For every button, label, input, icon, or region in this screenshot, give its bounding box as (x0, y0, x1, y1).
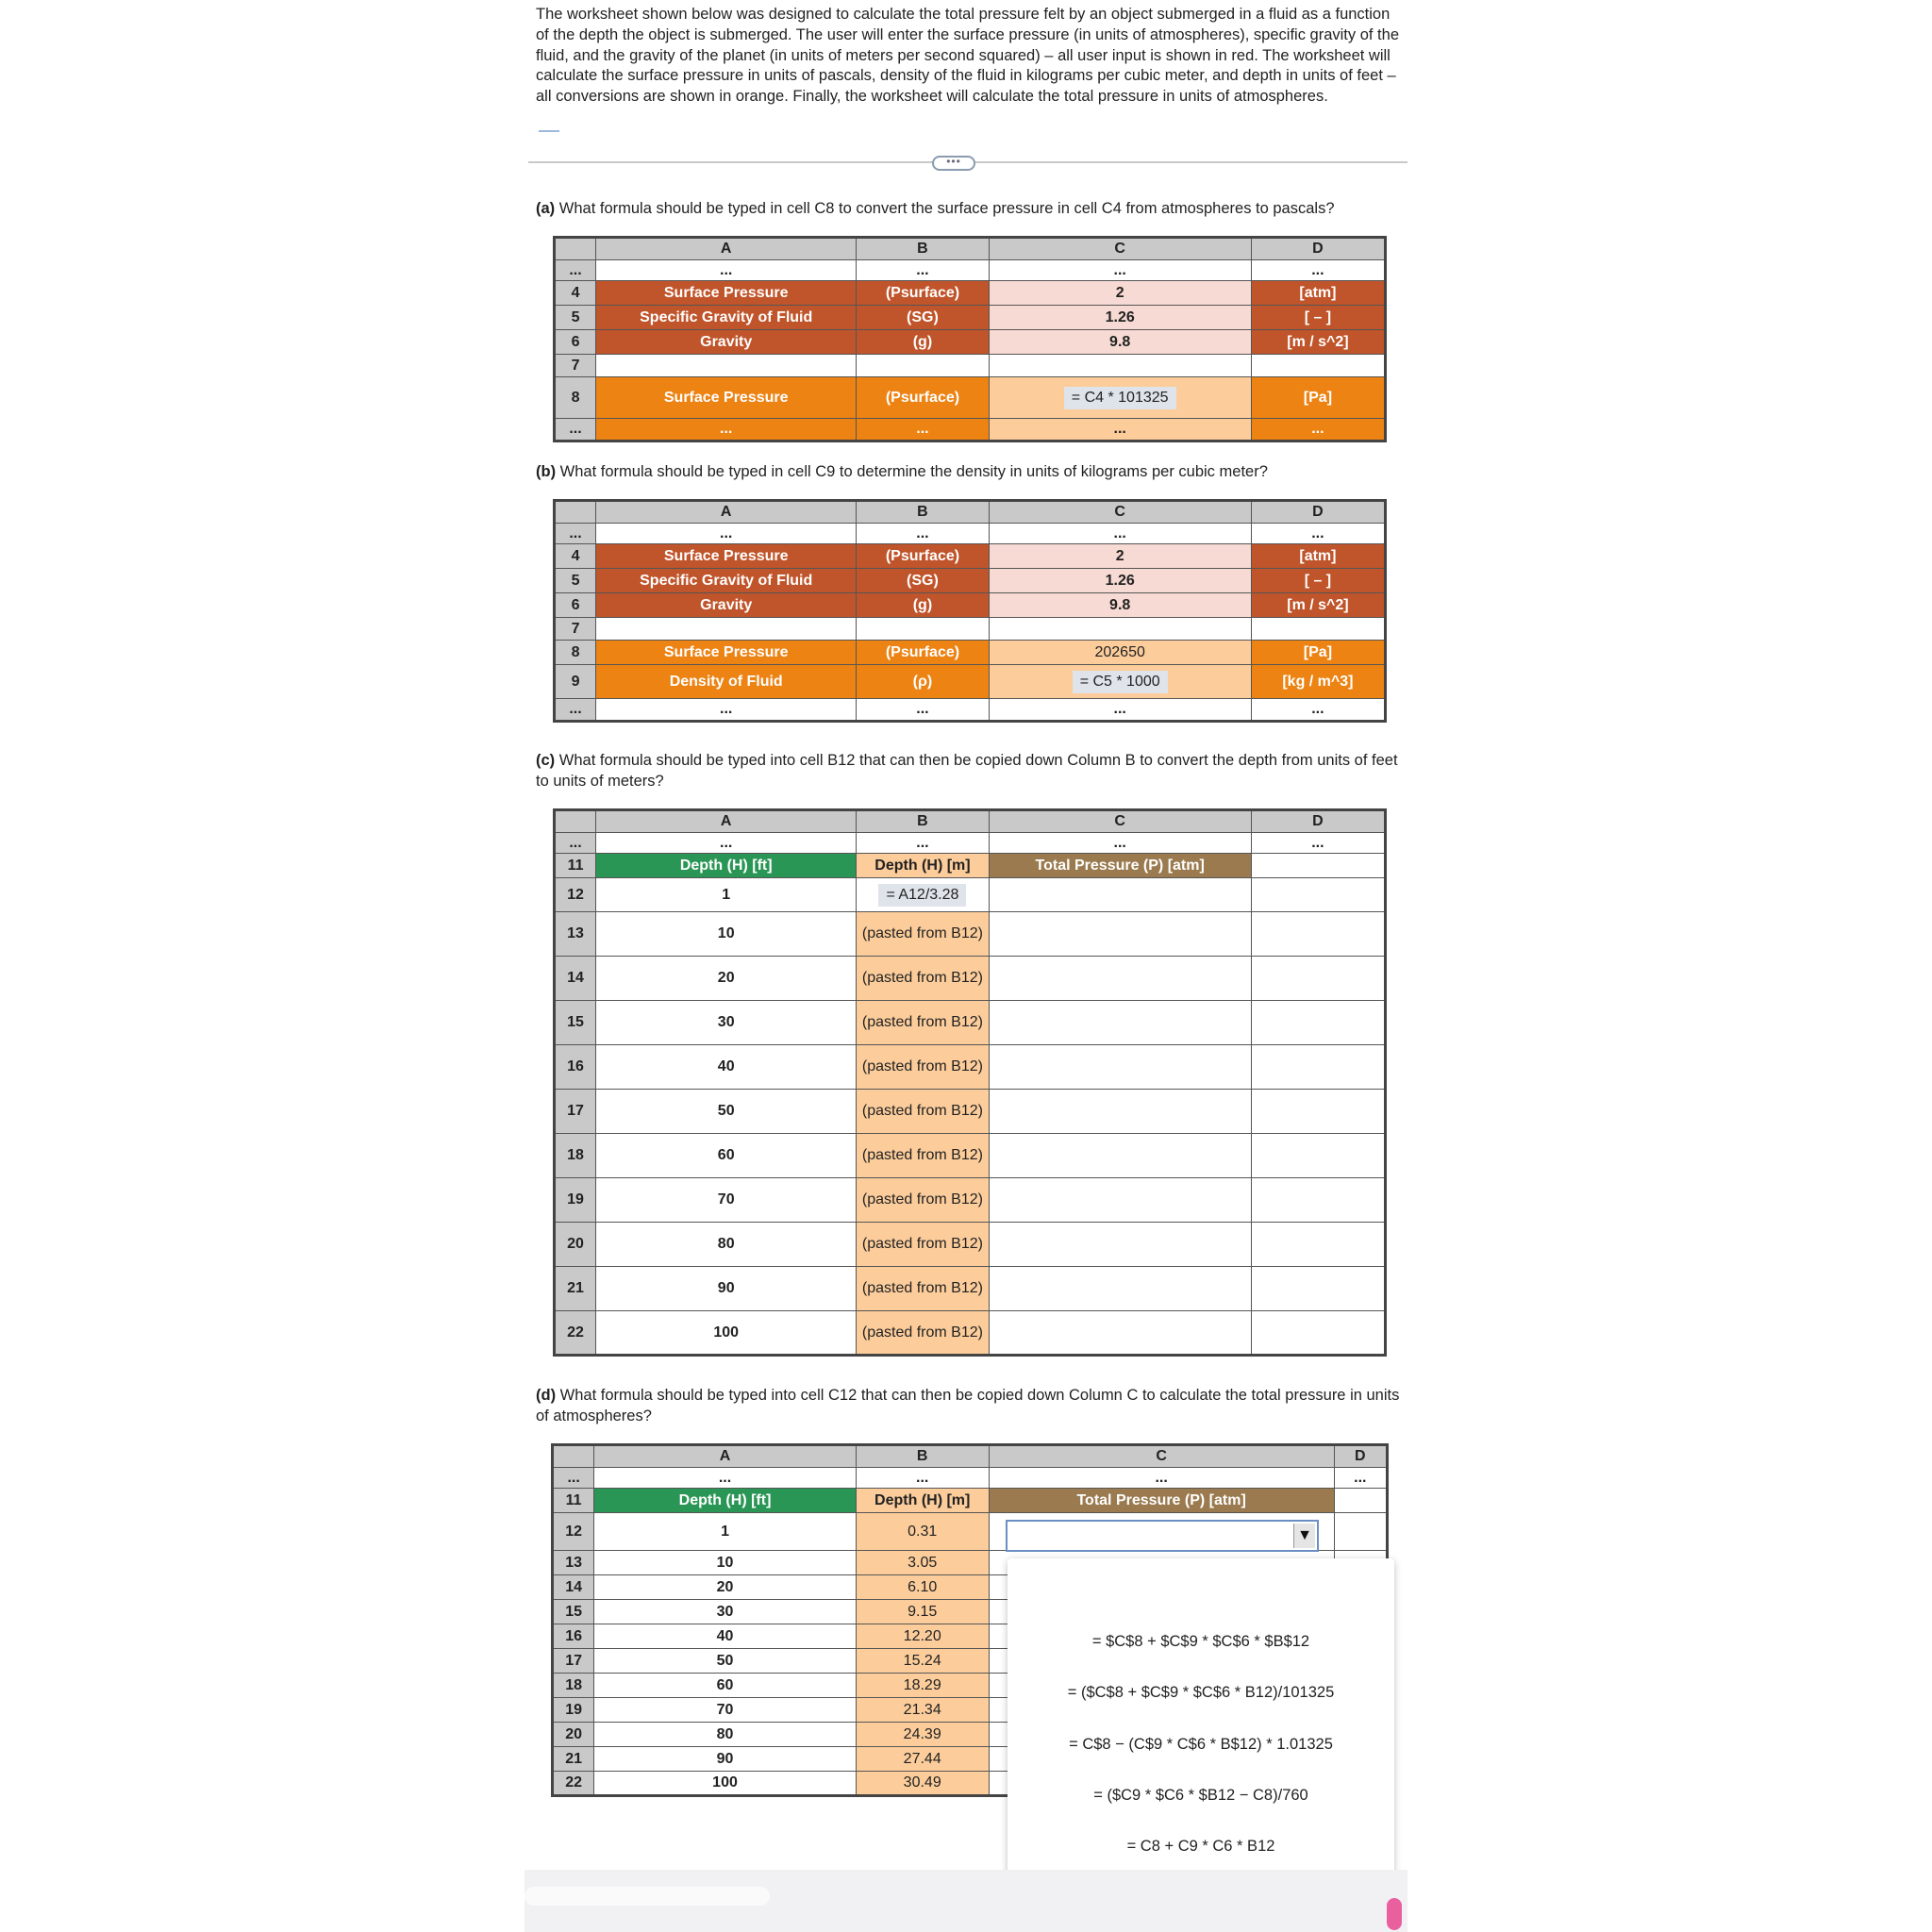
cell-depth-ft[interactable]: 80 (596, 1223, 857, 1267)
expand-button[interactable]: ••• (932, 156, 975, 171)
sheet-b (553, 499, 1387, 723)
row-header[interactable]: 5 (555, 306, 596, 330)
cell[interactable] (1251, 912, 1385, 957)
cell[interactable] (1251, 1223, 1385, 1267)
col-header-c[interactable]: C (989, 238, 1251, 260)
cell[interactable] (1251, 1134, 1385, 1178)
cell-value[interactable]: 9.8 (989, 593, 1251, 618)
pink-edge-marker (1387, 1898, 1402, 1930)
row-header[interactable]: 13 (553, 1551, 594, 1575)
question-tag: (c) (536, 752, 556, 769)
dropdown-option[interactable]: = ($C$8 + $C$9 * $C$6 * B12)/101325 (1067, 1684, 1335, 1701)
cell-depth-ft[interactable]: 60 (594, 1674, 857, 1698)
cell[interactable] (989, 355, 1251, 377)
cell[interactable] (857, 355, 989, 377)
cell-pasted[interactable]: (pasted from B12) (857, 1134, 989, 1178)
header-depth-ft[interactable]: Depth (H) [ft] (594, 1489, 857, 1513)
row-header[interactable]: 18 (555, 1134, 596, 1178)
cell-pasted[interactable]: (pasted from B12) (857, 1178, 989, 1223)
cell-depth-m[interactable]: 12.20 (856, 1624, 989, 1649)
cell-depth-ft[interactable]: 30 (596, 1001, 857, 1045)
row-header[interactable]: 12 (553, 1513, 594, 1551)
row-header[interactable]: 14 (555, 957, 596, 1001)
cell-value[interactable]: 1.26 (989, 569, 1251, 593)
col-header-a[interactable]: A (594, 1445, 857, 1468)
cell-depth-ft[interactable]: 90 (596, 1267, 857, 1311)
sheet-c (553, 808, 1387, 1357)
row-header[interactable]: ... (555, 833, 596, 854)
cell-value[interactable]: 202650 (989, 641, 1251, 665)
cell-symbol[interactable]: (Psurface) (857, 377, 989, 419)
row-header[interactable]: ... (555, 699, 596, 722)
cell[interactable]: ... (989, 833, 1251, 854)
cell-symbol[interactable]: (Psurface) (857, 281, 989, 306)
cell[interactable]: ... (1251, 260, 1385, 281)
cell[interactable]: ... (857, 260, 989, 281)
cell-depth-m[interactable]: 24.39 (856, 1723, 989, 1747)
col-header-a[interactable]: A (596, 501, 857, 524)
cell[interactable] (1334, 1489, 1387, 1513)
cell[interactable]: ... (596, 419, 857, 441)
cell[interactable]: ... (857, 833, 989, 854)
cell-label[interactable]: Surface Pressure (596, 641, 857, 665)
cell-b12-formula[interactable] (857, 878, 989, 912)
cell[interactable]: ... (596, 833, 857, 854)
row-header[interactable]: 16 (555, 1045, 596, 1090)
cell[interactable]: ... (989, 260, 1251, 281)
cell-symbol[interactable]: (Psurface) (857, 544, 989, 569)
cell-depth-m[interactable]: 30.49 (856, 1772, 989, 1796)
col-header-d[interactable]: D (1251, 810, 1385, 833)
cell-value[interactable]: 2 (989, 544, 1251, 569)
header-depth-m[interactable]: Depth (H) [m] (856, 1489, 989, 1513)
corner-cell (555, 501, 596, 524)
row-header[interactable]: 9 (555, 665, 596, 699)
bottom-highlight (525, 1887, 770, 1906)
cell-symbol[interactable]: (Psurface) (857, 641, 989, 665)
cell-pasted[interactable]: (pasted from B12) (857, 1001, 989, 1045)
row-header[interactable]: 6 (555, 330, 596, 355)
cell-unit[interactable]: [Pa] (1251, 377, 1385, 419)
cell-label[interactable]: Surface Pressure (596, 544, 857, 569)
cell[interactable] (989, 957, 1251, 1001)
cell[interactable]: ... (857, 419, 989, 441)
cell[interactable]: ... (596, 699, 857, 722)
cell[interactable] (1251, 355, 1385, 377)
question-c (536, 750, 1408, 791)
cell[interactable] (1251, 1267, 1385, 1311)
row-header[interactable]: 17 (555, 1090, 596, 1134)
row-header[interactable]: ... (553, 1468, 594, 1489)
cell-label[interactable]: Specific Gravity of Fluid (596, 569, 857, 593)
row-header[interactable]: 22 (553, 1772, 594, 1796)
cell-depth-m[interactable]: 27.44 (856, 1747, 989, 1772)
dropdown-option[interactable]: = ($C9 * $C6 * $B12 − C8)/760 (1093, 1787, 1308, 1804)
cell[interactable]: ... (594, 1468, 857, 1489)
row-header[interactable]: 20 (553, 1723, 594, 1747)
col-header-b[interactable]: B (857, 810, 989, 833)
row-header[interactable]: 12 (555, 878, 596, 912)
cell-depth-ft[interactable]: 50 (596, 1090, 857, 1134)
row-header[interactable]: 18 (553, 1674, 594, 1698)
question-b (536, 461, 1408, 482)
cell[interactable]: ... (857, 699, 989, 722)
cell-depth-ft[interactable]: 1 (596, 878, 857, 912)
col-header-d[interactable]: D (1251, 238, 1385, 260)
cell-pasted[interactable]: (pasted from B12) (857, 957, 989, 1001)
dropdown-option[interactable]: = $C$8 + $C$9 * $C$6 * $B$12 (1091, 1633, 1310, 1650)
cell-depth-ft[interactable]: 70 (596, 1178, 857, 1223)
cell-symbol[interactable]: (ρ) (857, 665, 989, 699)
cell-value[interactable]: 1.26 (989, 306, 1251, 330)
row-header[interactable]: 21 (553, 1747, 594, 1772)
cell-depth-ft[interactable]: 90 (594, 1747, 857, 1772)
cell[interactable] (989, 618, 1251, 641)
cell[interactable] (989, 912, 1251, 957)
question-text: What formula should be typed in cell C9 to determine the density in units of kilograms per cubic meter? (559, 463, 1268, 480)
cell-depth-ft[interactable]: 1 (594, 1513, 857, 1551)
cell[interactable] (989, 1134, 1251, 1178)
question-tag: (d) (536, 1387, 557, 1404)
question-a (536, 198, 1408, 219)
formula-text: = A12/3.28 (878, 884, 966, 907)
cell[interactable]: ... (857, 524, 989, 544)
cell-pasted[interactable]: (pasted from B12) (857, 1267, 989, 1311)
row-header[interactable]: 4 (555, 544, 596, 569)
cell-pasted[interactable]: (pasted from B12) (857, 1045, 989, 1090)
cell[interactable] (1251, 1090, 1385, 1134)
cell-depth-ft[interactable]: 20 (596, 957, 857, 1001)
sheet-a (553, 236, 1387, 442)
cell[interactable] (989, 1001, 1251, 1045)
cell[interactable]: ... (596, 524, 857, 544)
cell-unit[interactable]: [m / s^2] (1251, 593, 1385, 618)
dropdown-option[interactable]: = C$8 − (C$9 * C$6 * B$12) * 1.01325 (1069, 1736, 1333, 1753)
cell-depth-ft[interactable]: 20 (594, 1575, 857, 1600)
cell-depth-ft[interactable]: 60 (596, 1134, 857, 1178)
cell[interactable] (989, 1178, 1251, 1223)
col-header-c[interactable]: C (989, 810, 1251, 833)
col-header-a[interactable]: A (596, 810, 857, 833)
cell-unit[interactable]: [ – ] (1251, 569, 1385, 593)
row-header[interactable]: 15 (555, 1001, 596, 1045)
col-header-b[interactable]: B (857, 501, 989, 524)
cell-depth-ft[interactable]: 70 (594, 1698, 857, 1723)
cell-pasted[interactable]: (pasted from B12) (857, 1223, 989, 1267)
cell[interactable] (596, 355, 857, 377)
cell[interactable] (857, 618, 989, 641)
row-header[interactable]: 8 (555, 641, 596, 665)
cell[interactable] (989, 1267, 1251, 1311)
row-header[interactable]: 4 (555, 281, 596, 306)
corner-cell (553, 1445, 594, 1468)
row-header[interactable]: 7 (555, 355, 596, 377)
corner-cell (555, 810, 596, 833)
question-tag: (b) (536, 463, 557, 480)
cell-value[interactable]: 2 (989, 281, 1251, 306)
intro-paragraph: The worksheet shown below was designed to calculate the total pressure felt by an object submerged in a fluid as a function of the depth the object is submerged. The user will enter the surface pressure (in units of atmospheres), specific gravity of the fluid, and the gravity of the planet (in units of meters per second squared) – all user input is shown in red. The worksheet will calculate the surface pressure in units of pascals, density of the fluid in kilograms per cubic meter, and depth in units of feet – all conversions are shown in orange. Finally, the worksheet will calculate the total pressure in units of atmospheres. (536, 6, 1399, 106)
cell-depth-ft[interactable]: 30 (594, 1600, 857, 1624)
col-header-b[interactable]: B (857, 238, 989, 260)
cell[interactable] (989, 878, 1251, 912)
cell-depth-m[interactable]: 15.24 (856, 1649, 989, 1674)
cell[interactable] (1251, 878, 1385, 912)
header-total-pressure[interactable]: Total Pressure (P) [atm] (989, 1489, 1334, 1513)
row-header[interactable]: 21 (555, 1267, 596, 1311)
cell[interactable]: ... (1251, 524, 1385, 544)
cell-depth-m[interactable]: 9.15 (856, 1600, 989, 1624)
col-header-b[interactable]: B (856, 1445, 989, 1468)
row-header[interactable]: 14 (553, 1575, 594, 1600)
question-text: What formula should be typed in cell C8 to convert the surface pressure in cell C4 from atmospheres to pascals? (558, 200, 1335, 217)
cell-value[interactable]: 9.8 (989, 330, 1251, 355)
cell[interactable]: ... (1334, 1468, 1387, 1489)
cell[interactable]: ... (989, 1468, 1334, 1489)
cell-symbol[interactable]: (SG) (857, 569, 989, 593)
cell-unit[interactable]: [kg / m^3] (1251, 665, 1385, 699)
cell[interactable] (1251, 1001, 1385, 1045)
cell-label[interactable]: Specific Gravity of Fluid (596, 306, 857, 330)
cell-depth-m[interactable]: 18.29 (856, 1674, 989, 1698)
cell[interactable] (989, 1090, 1251, 1134)
cell-depth-m[interactable]: 0.31 (856, 1513, 989, 1551)
col-header-c[interactable]: C (989, 501, 1251, 524)
cell[interactable]: ... (989, 524, 1251, 544)
cell-depth-ft[interactable]: 40 (594, 1624, 857, 1649)
cell[interactable] (1251, 957, 1385, 1001)
cell-label[interactable]: Surface Pressure (596, 377, 857, 419)
cell-depth-ft[interactable]: 100 (594, 1772, 857, 1796)
cell-pasted[interactable]: (pasted from B12) (857, 912, 989, 957)
cell-pasted[interactable]: (pasted from B12) (857, 1311, 989, 1356)
cell[interactable] (1251, 1178, 1385, 1223)
cell-depth-m[interactable]: 3.05 (856, 1551, 989, 1575)
dropdown-arrow-icon[interactable]: ▼ (1293, 1524, 1315, 1548)
cell-depth-ft[interactable]: 10 (594, 1551, 857, 1575)
row-header[interactable]: 19 (555, 1178, 596, 1223)
row-header[interactable]: 11 (555, 854, 596, 878)
row-header[interactable]: 11 (553, 1489, 594, 1513)
row-header[interactable]: ... (555, 419, 596, 441)
cell[interactable] (596, 618, 857, 641)
cell[interactable]: ... (856, 1468, 989, 1489)
question-text: What formula should be typed into cell C12 that can then be copied down Column C to calculate the total pressure in units of atmospheres? (536, 1387, 1400, 1424)
cell-symbol[interactable]: (g) (857, 330, 989, 355)
cell-depth-m[interactable]: 21.34 (856, 1698, 989, 1723)
question-tag: (a) (536, 200, 556, 217)
cell-unit[interactable]: [atm] (1251, 281, 1385, 306)
answer-dropdown[interactable] (1006, 1520, 1319, 1552)
row-header[interactable]: 15 (553, 1600, 594, 1624)
cell[interactable]: ... (1251, 419, 1385, 441)
question-text: What formula should be typed into cell B12 that can then be copied down Column B to convert the depth from units of feet to units of meters? (536, 752, 1398, 790)
row-header[interactable]: 5 (555, 569, 596, 593)
row-header[interactable]: 20 (555, 1223, 596, 1267)
row-header[interactable]: 22 (555, 1311, 596, 1356)
cell[interactable] (1334, 1513, 1387, 1551)
cell[interactable]: ... (989, 699, 1251, 722)
cell[interactable] (1251, 1045, 1385, 1090)
header-depth-ft[interactable]: Depth (H) [ft] (596, 854, 857, 878)
row-header[interactable]: 13 (555, 912, 596, 957)
col-header-d[interactable]: D (1251, 501, 1385, 524)
row-header[interactable]: ... (555, 260, 596, 281)
row-header[interactable]: 16 (553, 1624, 594, 1649)
cell-unit[interactable]: [m / s^2] (1251, 330, 1385, 355)
cell-label[interactable]: Density of Fluid (596, 665, 857, 699)
col-header-c[interactable]: C (989, 1445, 1334, 1468)
row-header[interactable]: 8 (555, 377, 596, 419)
cell[interactable] (989, 1311, 1251, 1356)
cell-depth-ft[interactable]: 100 (596, 1311, 857, 1356)
formula-text: = C4 * 101325 (1064, 387, 1176, 409)
cell-label[interactable]: Surface Pressure (596, 281, 857, 306)
cell-label[interactable]: Gravity (596, 330, 857, 355)
cell-depth-ft[interactable]: 40 (596, 1045, 857, 1090)
cell-symbol[interactable]: (SG) (857, 306, 989, 330)
cell-c9-formula[interactable] (989, 665, 1251, 699)
row-header[interactable]: 6 (555, 593, 596, 618)
cell-unit[interactable]: [ – ] (1251, 306, 1385, 330)
cell-depth-ft[interactable]: 80 (594, 1723, 857, 1747)
row-header[interactable]: 19 (553, 1698, 594, 1723)
row-header[interactable]: ... (555, 524, 596, 544)
row-header[interactable]: 17 (553, 1649, 594, 1674)
cell-unit[interactable]: [Pa] (1251, 641, 1385, 665)
cell-symbol[interactable]: (g) (857, 593, 989, 618)
cell[interactable] (1251, 1311, 1385, 1356)
cell-depth-ft[interactable]: 10 (596, 912, 857, 957)
cell-c8-formula[interactable] (989, 377, 1251, 419)
cell-depth-ft[interactable]: 50 (594, 1649, 857, 1674)
row-header[interactable]: 7 (555, 618, 596, 641)
cell-pasted[interactable]: (pasted from B12) (857, 1090, 989, 1134)
question-d (536, 1385, 1408, 1426)
col-header-a[interactable]: A (596, 238, 857, 260)
cell[interactable]: ... (1251, 699, 1385, 722)
corner-cell (555, 238, 596, 260)
dropdown-option[interactable]: = C8 + C9 * C6 * B12 (1126, 1838, 1275, 1855)
cell[interactable] (1251, 854, 1385, 878)
header-depth-m[interactable]: Depth (H) [m] (857, 854, 989, 878)
cell[interactable] (989, 1045, 1251, 1090)
cell[interactable]: ... (1251, 833, 1385, 854)
cell[interactable] (1251, 618, 1385, 641)
cell-label[interactable]: Gravity (596, 593, 857, 618)
header-total-pressure[interactable]: Total Pressure (P) [atm] (989, 854, 1251, 878)
cursor-mark (539, 130, 559, 132)
cell-depth-m[interactable]: 6.10 (856, 1575, 989, 1600)
cell[interactable]: ... (989, 419, 1251, 441)
col-header-d[interactable]: D (1334, 1445, 1387, 1468)
formula-text: = C5 * 1000 (1073, 671, 1168, 693)
cell-unit[interactable]: [atm] (1251, 544, 1385, 569)
cell[interactable] (989, 1223, 1251, 1267)
cell[interactable]: ... (596, 260, 857, 281)
